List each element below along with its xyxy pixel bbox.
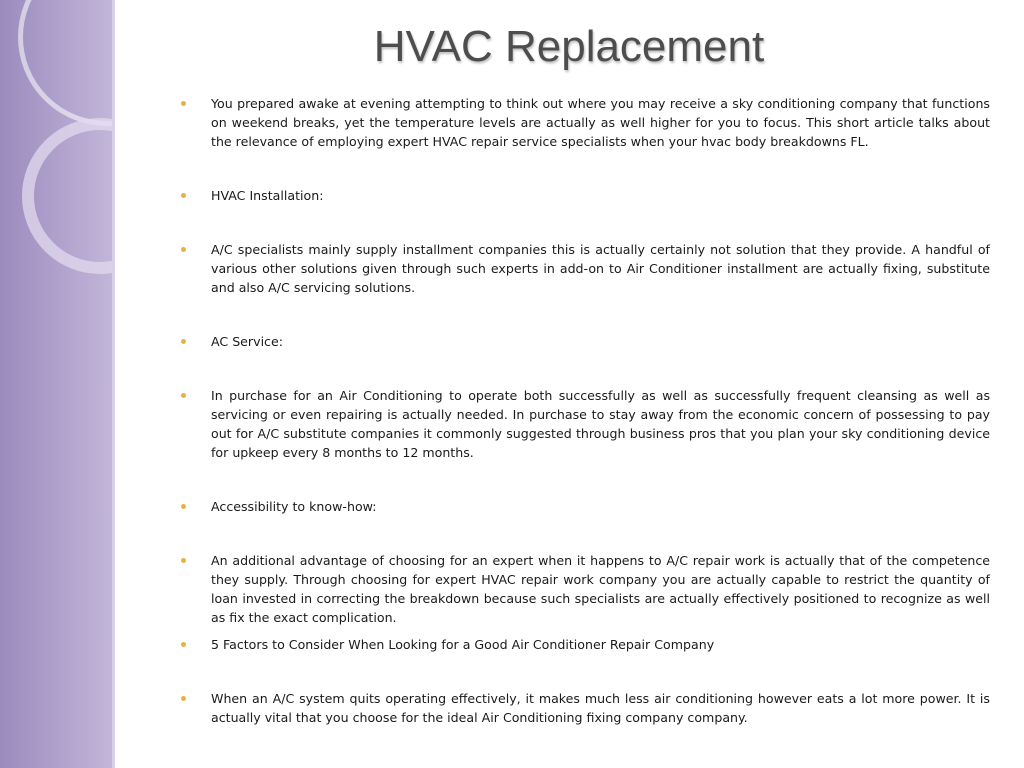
bullet-text: An additional advantage of choosing for an expert when it happens to A/C repair work is actually that of the competence they supply. Through choosing for expert HVAC repair work company you are actually capable to restrict the quantity of loan invested in correcting the breakdown because such specialists are actually effectively positioned to recognize as well as fix the exact complication. (211, 553, 990, 625)
bullet-icon (181, 504, 186, 509)
bullet-icon (181, 642, 186, 647)
bullet-icon (181, 101, 186, 106)
slide-title: HVAC Replacement (373, 22, 765, 71)
list-item (178, 240, 990, 297)
bullet-icon (181, 393, 186, 398)
list-item (178, 94, 990, 151)
decorative-ring-top (18, 0, 114, 126)
list-item (178, 332, 990, 351)
bullet-icon (181, 247, 186, 252)
bullet-text: A/C specialists mainly supply installment companies this is actually certainly not solution that they provide. A handful of various other solutions given through such experts in add-on to Air Conditioner installment are actually fixing, substitute and also A/C servicing solutions. (211, 242, 990, 295)
bullet-text: In purchase for an Air Conditioning to operate both successfully as well as successfully frequent cleansing as well as servicing or even repairing is actually needed. In purchase to stay away from the economic concern of possessing to pay out for A/C substitute companies it commonly suggested through business pros that you plan your sky conditioning device for upkeep every 8 months to 12 months. (211, 388, 990, 460)
list-item (178, 635, 990, 654)
bullet-icon (181, 696, 186, 701)
decorative-sidebar (0, 0, 114, 768)
bullet-icon (181, 339, 186, 344)
list-item (178, 551, 990, 627)
bullet-text: AC Service: (211, 334, 283, 349)
list-item (178, 386, 990, 462)
list-item (178, 186, 990, 205)
bullet-text: You prepared awake at evening attempting to think out where you may receive a sky conditioning company that functions on weekend breaks, yet the temperature levels are actually as well higher for you to focus. This short article talks about the relevance of employing expert HVAC repair service specialists when your hvac body breakdowns FL. (211, 96, 990, 149)
list-item (178, 497, 990, 516)
bullet-text: When an A/C system quits operating effectively, it makes much less air conditioning however eats a lot more power. It is actually vital that you choose for the ideal Air Conditioning fixing company company. (211, 691, 990, 725)
bullet-text: HVAC Installation: (211, 188, 324, 203)
sidebar-divider (112, 0, 115, 768)
bullet-list (178, 94, 990, 762)
bullet-text: 5 Factors to Consider When Looking for a Good Air Conditioner Repair Company (211, 637, 715, 652)
bullet-icon (181, 193, 186, 198)
bullet-icon (181, 558, 186, 563)
bullet-text: Accessibility to know-how: (211, 499, 377, 514)
list-item (178, 689, 990, 727)
decorative-ring-middle (22, 118, 114, 274)
